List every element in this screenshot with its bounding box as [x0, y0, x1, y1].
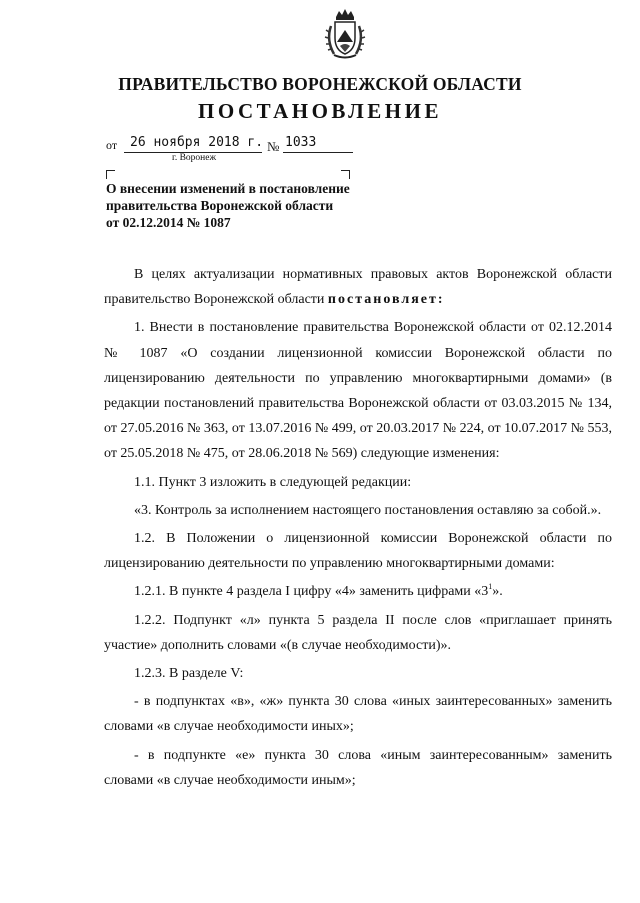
- subject-line: от 02.12.2014 № 1087: [106, 215, 231, 230]
- paragraph-1-1-quote: «3. Контроль за исполнением настоящего постановления оставляю за собой.».: [134, 502, 602, 518]
- government-title: ПРАВИТЕЛЬСТВО ВОРОНЕЖСКОЙ ОБЛАСТИ: [118, 74, 522, 94]
- paragraph-1-1: 1.1. Пункт 3 изложить в следующей редакции:: [134, 474, 412, 490]
- paragraph-1-2-1-end: ».: [492, 584, 503, 600]
- paragraph-1-2-1: [104, 579, 612, 604]
- document-number: 1033: [285, 135, 317, 150]
- city-label: г. Воронеж: [172, 153, 217, 163]
- document-subject: [106, 180, 396, 231]
- document-body: [104, 262, 612, 796]
- paragraph-1: 1. Внести в постановление правительства Воронежской области от 02.12.2014 № 1087 «О создании лицензионной комиссии Воронежской области по лицензированию деятельности по управлению многоквартирными домами» (в редакции постановлений правительства Воронежской области от 03.03.2015 № 134, от 27.05.2016 № 363, от 13.07.2016 № 499, от 20.03.2017 № 224, от 10.07.2017 № 553, от 25.05.2018 № 475, от 28.06.2018 № 569) следующие изменения:: [104, 320, 612, 462]
- subject-line: О внесении изменений в постановление: [106, 181, 350, 196]
- preamble-text: В целях актуализации нормативных правовых актов Воронежской области правительство Воронежской области: [104, 267, 612, 308]
- subject-corner-right: [341, 170, 350, 179]
- paragraph-1-2: 1.2. В Положении о лицензионной комиссии Воронежской области по лицензированию деятельности по управлению многоквартирными домами:: [104, 531, 612, 572]
- coat-of-arms-emblem: [322, 8, 368, 60]
- document-date: 26 ноября 2018 г.: [130, 135, 264, 150]
- number-underline: [283, 152, 353, 153]
- subject-line: правительства Воронежской области: [106, 198, 334, 213]
- document-type-title: ПОСТАНОВЛЕНИЕ: [198, 99, 442, 123]
- superscript: 1: [488, 582, 493, 592]
- subject-corner-left: [106, 170, 115, 179]
- decree-keyword: постановляет:: [327, 292, 445, 308]
- paragraph-1-2-3: 1.2.3. В разделе V:: [134, 666, 244, 682]
- paragraph-1-2-2: 1.2.2. Подпункт «л» пункта 5 раздела II после слов «приглашает принять участие» дополнить словами «(в случае необходимости)».: [104, 612, 612, 653]
- list-item: - в подпунктах «в», «ж» пункта 30 слова «иных заинтересованных» заменить словами «в случае необходимости иных»;: [104, 694, 612, 735]
- date-prefix: от: [106, 138, 118, 152]
- preamble-paragraph: [104, 262, 612, 312]
- number-prefix: №: [267, 139, 280, 154]
- paragraph-1-2-1-text: 1.2.1. В пункте 4 раздела I цифру «4» заменить цифрами «3: [134, 584, 489, 600]
- list-item: - в подпункте «е» пункта 30 слова «иным заинтересованным» заменить словами «в случае необходимости иным»;: [104, 747, 612, 788]
